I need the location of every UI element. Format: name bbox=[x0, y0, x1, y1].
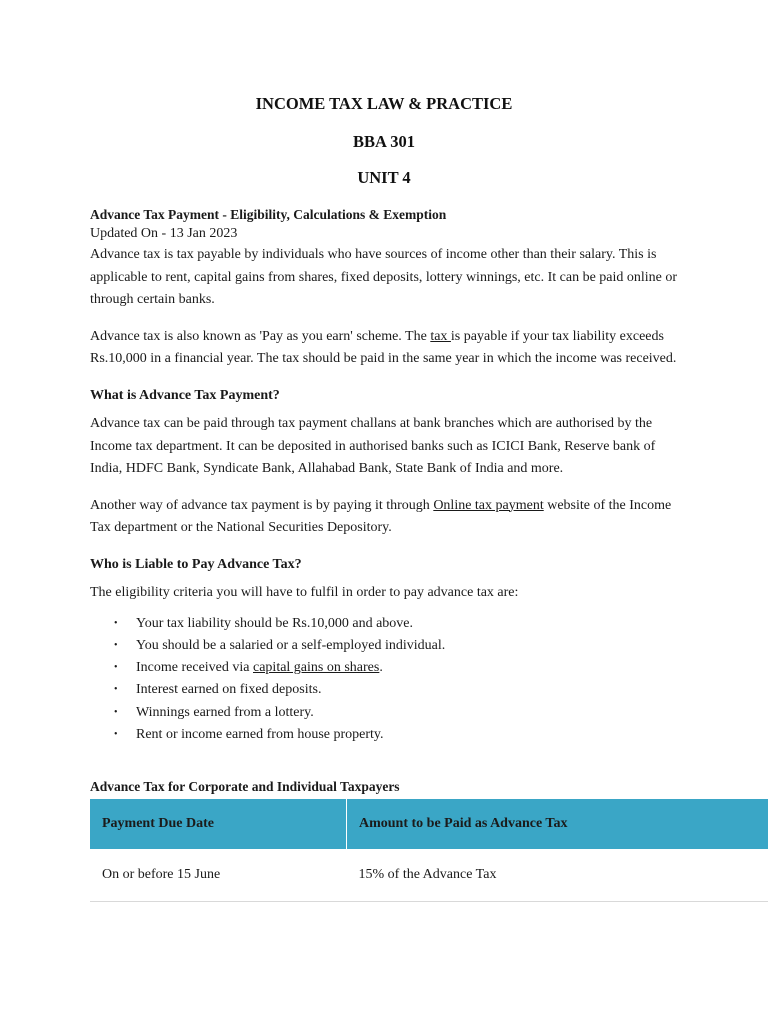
list-item bbox=[114, 657, 680, 679]
heading-what-is: What is Advance Tax Payment? bbox=[90, 387, 280, 403]
list-item-text: You should be a salaried or a self-employed individual. bbox=[136, 637, 446, 653]
paragraph-pay-as-you-earn bbox=[90, 326, 680, 371]
paragraph-challans: Advance tax can be paid through tax payment challans at bank branches which are authorised by the Income tax department. It can be deposited in authorised banks such as ICICI Bank, Reserve bank of India, HDFC Bank, Syndicate Bank, Allahabad Bank, State Bank of India and more. bbox=[90, 416, 656, 476]
list-item-text: Winnings earned from a lottery. bbox=[136, 704, 314, 720]
bullet-icon: • bbox=[114, 662, 118, 674]
capital-gains-link[interactable]: capital gains on shares bbox=[253, 660, 380, 676]
table-row bbox=[90, 849, 768, 902]
unit-title: UNIT 4 bbox=[357, 168, 411, 187]
tax-link[interactable]: tax bbox=[430, 328, 451, 344]
document-title: INCOME TAX LAW & PRACTICE bbox=[255, 94, 513, 113]
article-body bbox=[90, 206, 680, 756]
advance-tax-table bbox=[90, 799, 768, 902]
table-cell: On or before 15 June bbox=[90, 849, 347, 902]
list-item-text: Your tax liability should be Rs.10,000 and above. bbox=[136, 615, 414, 631]
paragraph-text: Advance tax is also known as 'Pay as you earn' scheme. The bbox=[90, 328, 431, 344]
list-item bbox=[114, 679, 680, 701]
list-item bbox=[114, 702, 680, 724]
bullet-icon: • bbox=[114, 706, 118, 718]
table-header-row bbox=[90, 799, 768, 849]
list-item bbox=[114, 635, 680, 657]
eligibility-list bbox=[90, 613, 680, 747]
paragraph-text: Another way of advance tax payment is by paying it through bbox=[90, 497, 434, 513]
course-code: BBA 301 bbox=[353, 132, 415, 151]
table-title: Advance Tax for Corporate and Individual Taxpayers bbox=[90, 779, 400, 794]
updated-date: Updated On - 13 Jan 2023 bbox=[90, 226, 238, 241]
list-item-text: . bbox=[379, 660, 383, 676]
list-item bbox=[114, 724, 680, 746]
article-title: Advance Tax Payment - Eligibility, Calculations & Exemption bbox=[90, 207, 447, 222]
column-header-due-date: Payment Due Date bbox=[90, 799, 347, 849]
list-item-text: Interest earned on fixed deposits. bbox=[136, 682, 322, 698]
heading-who-is-liable: Who is Liable to Pay Advance Tax? bbox=[90, 556, 302, 572]
list-item-text: Rent or income earned from house property. bbox=[136, 726, 384, 742]
online-tax-payment-link[interactable]: Online tax payment bbox=[433, 497, 544, 513]
paragraph-online bbox=[90, 495, 680, 540]
bullet-icon: • bbox=[114, 639, 118, 651]
list-item bbox=[114, 613, 680, 635]
list-item-text: Income received via bbox=[136, 660, 253, 676]
paragraph-text: website of the Income Tax department or the National Securities Depository. bbox=[90, 497, 672, 535]
paragraph-text: is payable if your tax liability exceeds Rs.10,000 in a financial year. The tax should be paid in the same year in which the income was received. bbox=[90, 328, 677, 366]
paragraph-intro: Advance tax is tax payable by individuals who have sources of income other than their salary. This is applicable to rent, capital gains from shares, fixed deposits, lottery winnings, etc. It can be paid online or through certain banks. bbox=[90, 247, 678, 307]
paragraph-eligibility: The eligibility criteria you will have to fulfil in order to pay advance tax are: bbox=[90, 585, 519, 600]
bullet-icon: • bbox=[114, 684, 118, 696]
bullet-icon: • bbox=[114, 617, 118, 629]
table-cell: 15% of the Advance Tax bbox=[347, 849, 768, 902]
bullet-icon: • bbox=[114, 728, 118, 740]
column-header-amount: Amount to be Paid as Advance Tax bbox=[347, 799, 768, 849]
